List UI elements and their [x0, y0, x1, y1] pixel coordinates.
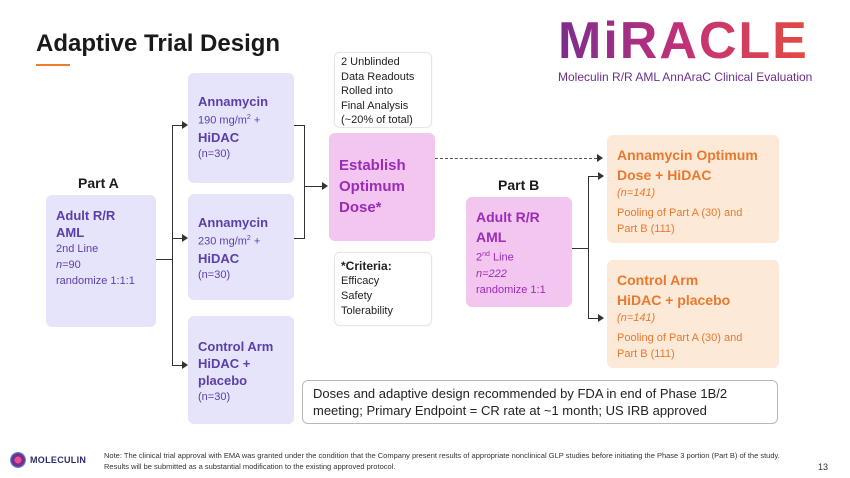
connector [172, 365, 182, 366]
arm-title-1: Annamycin Optimum [617, 147, 758, 163]
part-b-pop-n: n=222 [476, 267, 507, 280]
moleculin-name: MOLECULIN [30, 455, 87, 465]
arm-dose: 190 $mg/m^2$ + [198, 114, 261, 127]
arm-drug: HiDAC [198, 250, 240, 266]
part-b-pop-title-2: AML [476, 229, 507, 245]
criteria-item: Efficacy [341, 275, 380, 287]
part-a-pop-line: 2nd Line [56, 243, 99, 255]
arrow-head [598, 314, 604, 322]
arm-title-3: placebo [198, 373, 248, 388]
connector [588, 318, 598, 319]
logo-subtitle [558, 70, 826, 84]
connector [172, 125, 182, 126]
part-a-pop-n: n=90 [56, 259, 81, 271]
arm-title-2: HiDAC + [198, 356, 251, 371]
connector [156, 259, 172, 260]
miracle-logo [558, 14, 826, 84]
arm-n: (n=30) [198, 147, 231, 160]
connector [588, 176, 598, 177]
arm-pool-1: Pooling of Part A (30) and [617, 332, 743, 344]
part-b-population-box [466, 197, 572, 307]
connector [294, 238, 304, 239]
readouts-line: Final Analysis [341, 99, 409, 112]
connector [588, 176, 589, 318]
footnote: Note: The clinical trial approval with EMA was granted under the condition that the Company present results of appropriate nonclinical GLP studies before initiating the Phase 3 portion (Part B) of the study. Results will be submitted as a substantial modification to the existing approved protocol. [104, 451, 780, 471]
criteria-box [334, 252, 432, 326]
moleculin-logo [10, 452, 86, 468]
readouts-line: Rolled into [341, 85, 393, 97]
connector [304, 125, 305, 239]
criteria-item: Tolerability [341, 305, 393, 317]
arm-n: (n=141) [617, 312, 656, 324]
arrow-head [322, 182, 328, 190]
part-b-pop-line: 2nd Line [476, 251, 514, 264]
arm-n: (n=30) [198, 268, 231, 281]
readouts-line: 2 Unblinded [341, 56, 400, 68]
connector [172, 238, 182, 239]
arm-n: (n=30) [198, 391, 231, 403]
connector [294, 125, 304, 126]
arm-title: Annamycin [198, 215, 269, 230]
connector [172, 125, 173, 365]
optimum-line: Optimum [339, 178, 405, 195]
part-a-population-box [46, 195, 156, 327]
part-b-pop-randomize: randomize 1:1 [476, 283, 546, 296]
slide-title: Adaptive Trial Design [36, 30, 281, 57]
arm-dose: 230 $mg/m^2$ + [198, 235, 261, 248]
arrow-head [598, 172, 604, 180]
criteria-title: *Criteria: [341, 259, 392, 273]
part-a-arm-190 [188, 73, 294, 183]
readouts-note [334, 52, 432, 128]
arm-pool-2: Part B (111) [617, 223, 675, 235]
connector [304, 186, 322, 187]
part-b-label: Part B [498, 177, 540, 193]
arm-title-2: HiDAC + placebo [617, 292, 731, 308]
connector [572, 248, 588, 249]
page-number: 13 [818, 462, 829, 472]
arm-title-1: Control Arm [198, 339, 274, 354]
arm-pool-1: Pooling of Part A (30) and [617, 207, 743, 219]
criteria-item: Safety [341, 290, 373, 302]
logo-word: MiRACLE [558, 14, 826, 68]
part-a-pop-title-1: Adult R/R [56, 208, 116, 223]
dashed-connector [435, 158, 597, 159]
part-b-control-arm [607, 260, 779, 368]
arm-title: Annamycin [198, 94, 269, 109]
arrow-head [597, 154, 603, 162]
title-underline [36, 64, 70, 66]
optimum-line: Establish [339, 157, 406, 174]
arm-pool-2: Part B (111) [617, 348, 675, 360]
part-a-pop-title-2: AML [56, 225, 85, 240]
logo-subtitle-text: Moleculin R/R AML AnnAraC Clinical Evaluation [558, 70, 813, 84]
establish-optimum-dose-box [329, 133, 435, 241]
readouts-line: (~20% of total) [341, 114, 413, 126]
moleculin-mark-icon [10, 452, 26, 468]
arm-title-2: Dose + HiDAC [617, 167, 712, 183]
arm-title-1: Control Arm [617, 272, 699, 288]
part-a-arm-230 [188, 194, 294, 300]
optimum-line: Dose* [339, 199, 382, 216]
part-a-pop-randomize: randomize 1:1:1 [56, 275, 135, 287]
arm-n: (n=141) [617, 187, 656, 199]
fda-recommendation-note: Doses and adaptive design recommended by FDA in end of Phase 1B/2 meeting; Primary Endpoint = CR rate at ~1 month; US IRB approved [302, 380, 778, 424]
readouts-line: Data Readouts [341, 70, 415, 83]
part-b-pop-title-1: Adult R/R [476, 209, 540, 225]
part-b-optimum-arm [607, 135, 779, 243]
part-a-label: Part A [78, 175, 119, 191]
part-a-control-arm [188, 316, 294, 424]
arm-drug: HiDAC [198, 129, 240, 145]
